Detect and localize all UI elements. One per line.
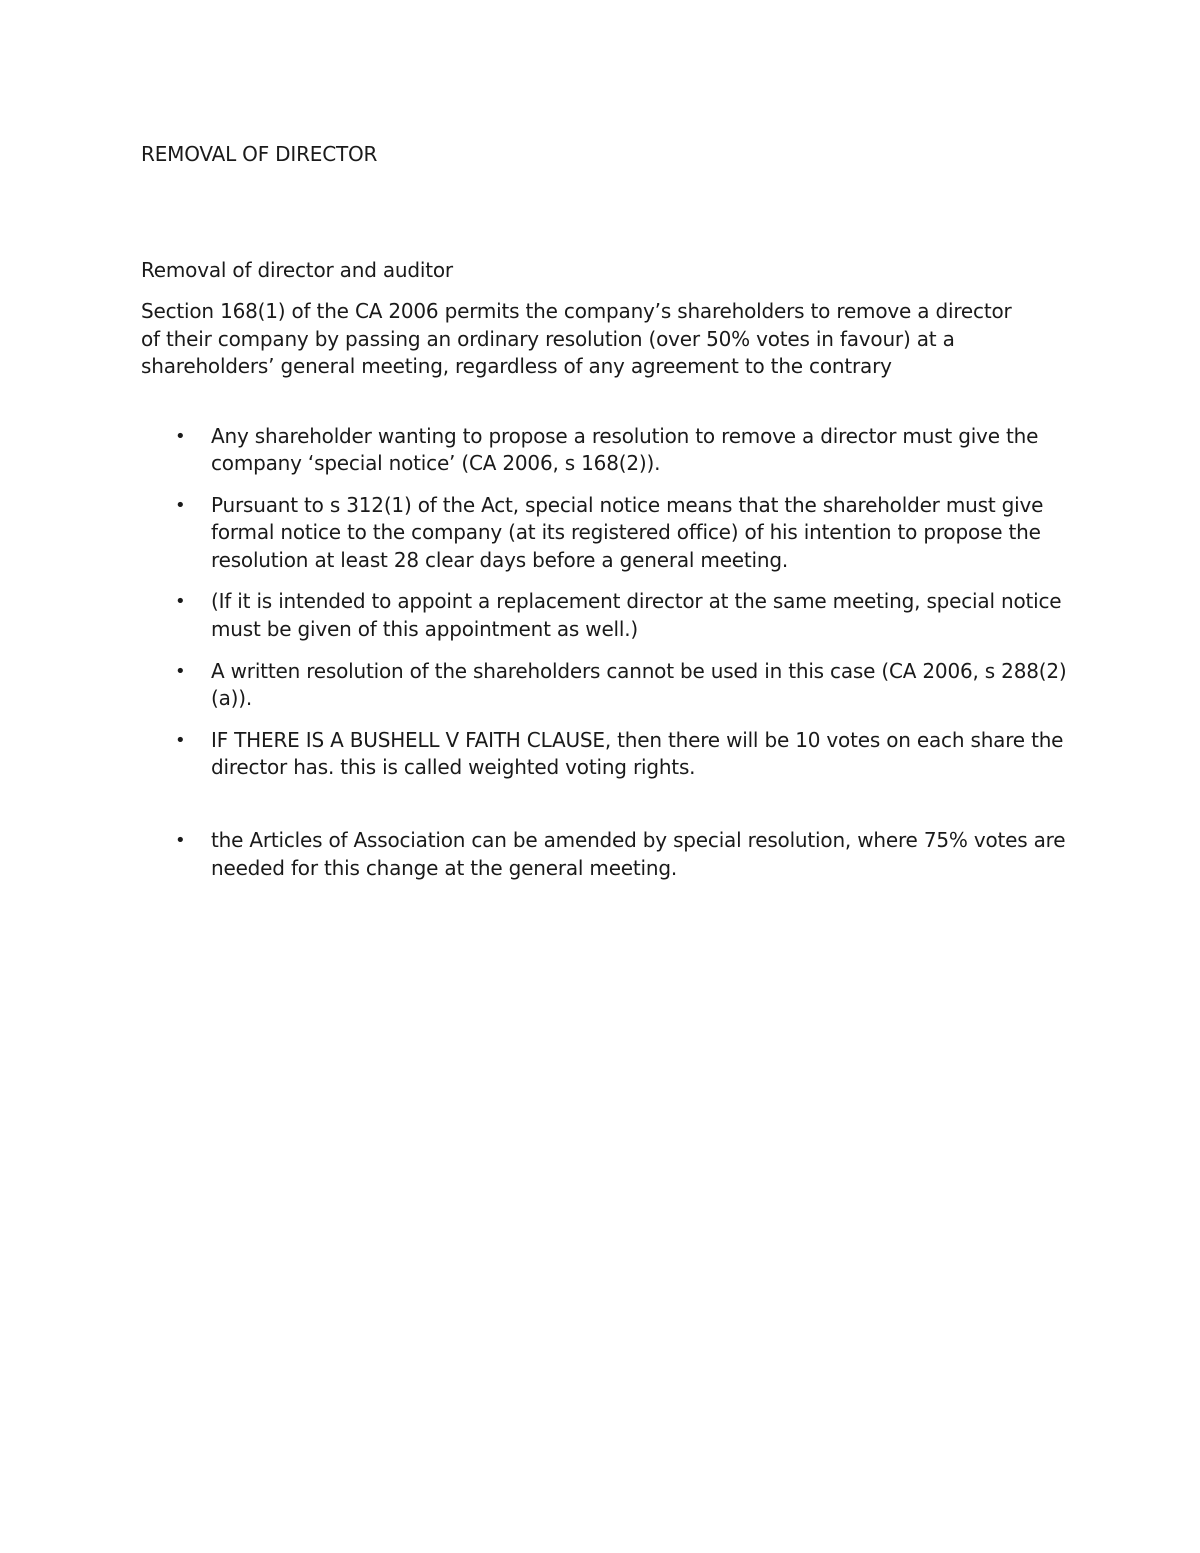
bullet-list <box>141 423 1071 896</box>
bullet-text: the Articles of Association can be amended by special resolution, where 75% votes are needed for this change at the general meeting. <box>211 828 1066 880</box>
bullet-icon: • <box>175 660 186 682</box>
intro-paragraph: Section 168(1) of the CA 2006 permits the company’s shareholders to remove a director of their company by passing an ordinary resolution (over 50% votes in favour) at a shareholders’ general meeting, regardless of any agreement to the contrary <box>141 299 1012 378</box>
bullet-text: Any shareholder wanting to propose a resolution to remove a director must give the company ‘special notice’ (CA 2006, s 168(2)). <box>211 424 1039 476</box>
bullet-icon: • <box>175 591 186 613</box>
list-item <box>141 423 1071 478</box>
bullet-icon: • <box>175 830 186 852</box>
bullet-text: A written resolution of the shareholders cannot be used in this case (CA 2006, s 288(2)(a)). <box>211 658 1067 710</box>
bullet-icon: • <box>175 729 186 751</box>
list-item <box>141 492 1071 574</box>
list-item <box>141 658 1071 713</box>
section-heading: Removal of director and auditor <box>141 258 453 282</box>
bullet-text: (If it is intended to appoint a replacement director at the same meeting, special notice must be given of this appointment as well.) <box>211 589 1062 641</box>
bullet-icon: • <box>175 426 186 447</box>
bullet-text: IF THERE IS A BUSHELL V FAITH CLAUSE, then there will be 10 votes on each share the director has. this is called weighted voting rights. <box>211 727 1064 779</box>
document-title: REMOVAL OF DIRECTOR <box>141 142 378 166</box>
bullet-text: Pursuant to s 312(1) of the Act, special notice means that the shareholder must give formal notice to the company (at its registered office) of his intention to propose the resolution at least 28 clear days before a general meeting. <box>211 493 1044 572</box>
list-item <box>141 727 1071 782</box>
list-item <box>141 588 1071 643</box>
list-item <box>141 827 1071 882</box>
bullet-icon: • <box>175 495 186 517</box>
